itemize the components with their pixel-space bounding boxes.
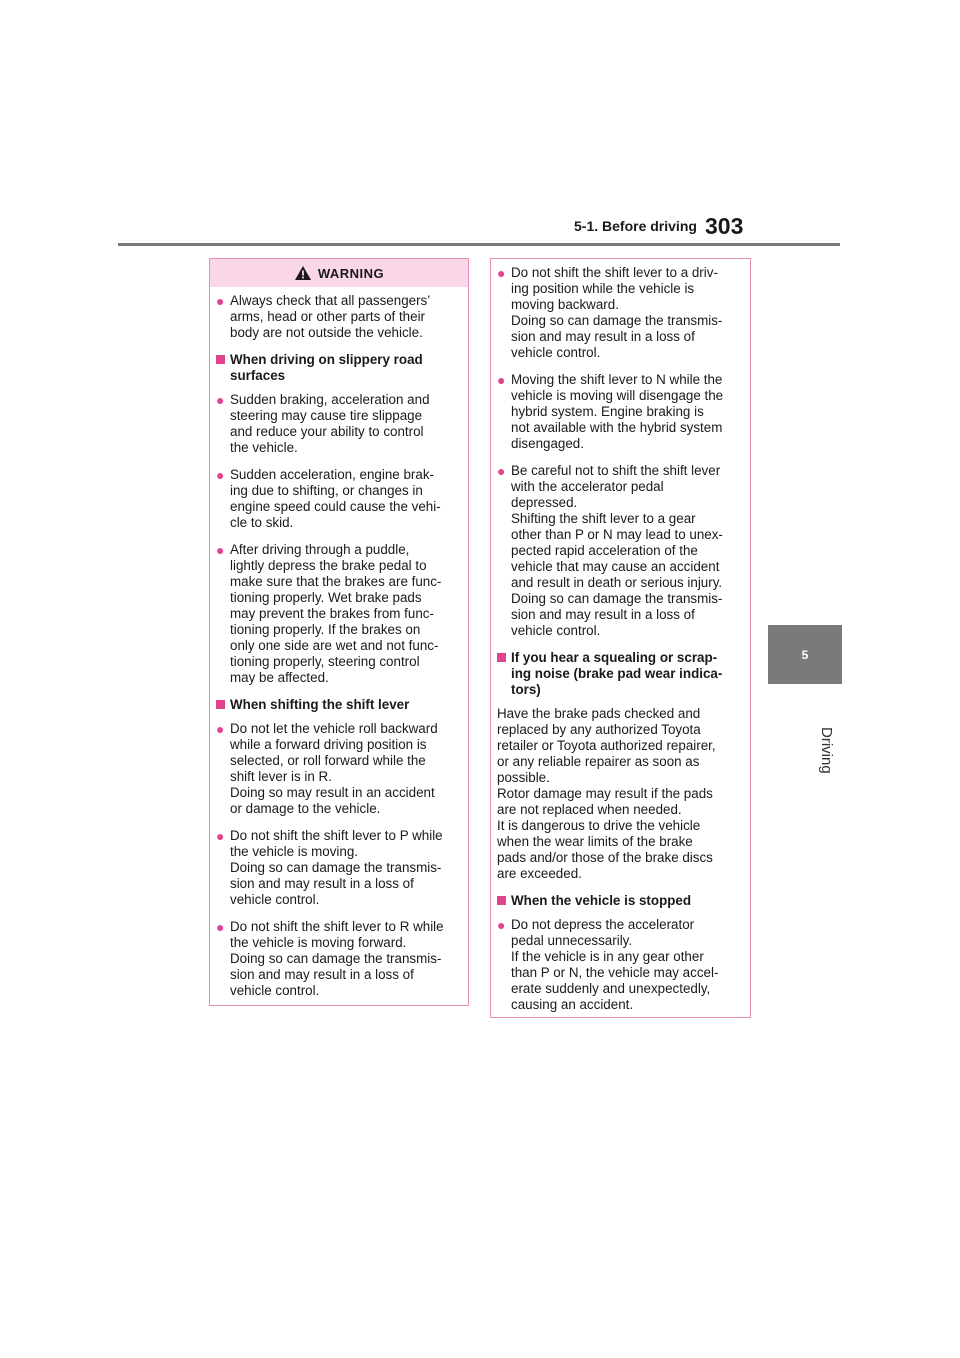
bullet-text: Do not shift the shift lever to P while the vehicle is moving. Doing so can damage the transmis- sion and may result in a loss of vehicle control. [230, 828, 443, 907]
bullet-text: Sudden acceleration, engine brak- ing due to shifting, or changes in engine speed could cause the vehi- cle to skid. [230, 467, 441, 530]
bullet-item [216, 467, 462, 531]
bullet-item [497, 372, 744, 452]
chapter-number: 5 [801, 647, 809, 662]
circle-bullet-icon: ● [497, 372, 506, 388]
section-title: 5-1. Before driving [574, 218, 697, 234]
warning-title: WARNING [317, 265, 385, 281]
chapter-label: Driving [818, 726, 835, 774]
bullet-item [497, 917, 744, 1013]
circle-bullet-icon: ● [216, 828, 225, 844]
square-bullet-icon [216, 697, 230, 713]
bullet-text: Sudden braking, acceleration and steering may cause tire slippage and reduce your ability to control the vehicle. [230, 392, 430, 455]
subheading [216, 697, 462, 713]
bullet-item [216, 721, 462, 817]
square-bullet-icon [497, 893, 511, 909]
bullet-item [216, 293, 462, 341]
warning-header [210, 259, 468, 287]
bullet-item [216, 828, 462, 908]
warning-panel-left [209, 258, 469, 1006]
circle-bullet-icon: ● [216, 919, 225, 935]
square-bullet-icon [497, 650, 511, 698]
circle-bullet-icon: ● [216, 392, 225, 408]
bullet-text: Do not let the vehicle roll backward while a forward driving position is selected, or roll forward while the shift lever is in R. Doing so may result in an accident or damage to the vehicle. [230, 721, 438, 816]
subheading-text: When the vehicle is stopped [511, 893, 692, 908]
subheading-text: When driving on slippery road surfaces [230, 352, 423, 383]
bullet-item [216, 919, 462, 999]
bullet-text: Do not shift the shift lever to a driv- ing position while the vehicle is moving backward. Doing so can damage the transmis- sion and may result in a loss of vehicle control. [511, 265, 723, 360]
subheading-text: When shifting the shift lever [230, 697, 410, 712]
bullet-text: Moving the shift lever to N while the vehicle is moving will disengage the hybrid system. Engine braking is not available with the hybrid system disengaged. [511, 372, 724, 451]
circle-bullet-icon: ● [216, 467, 225, 483]
bullet-text: Do not shift the shift lever to R while the vehicle is moving forward. Doing so can damage the transmis- sion and may result in a loss of vehicle control. [230, 919, 444, 998]
circle-bullet-icon: ● [216, 293, 225, 309]
bullet-text: Be careful not to shift the shift lever with the accelerator pedal depressed. Shifting the shift lever to a gear other than P or N may lead to unex- pected rapid acceleration of the vehicle that may cause an accident and result in death or serious injury. Doing so can damage the transmis- sion and may result in a loss of vehicle control. [511, 463, 723, 638]
bullet-text: Always check that all passengers’ arms, head or other parts of their body are not outside the vehicle. [230, 293, 431, 340]
circle-bullet-icon: ● [216, 721, 225, 737]
bullet-item [497, 463, 744, 639]
circle-bullet-icon: ● [216, 542, 225, 558]
subheading [497, 650, 744, 698]
subheading [216, 352, 462, 384]
circle-bullet-icon: ● [497, 917, 506, 933]
circle-bullet-icon: ● [497, 265, 506, 281]
subheading-text: If you hear a squealing or scrap- ing noise (brake pad wear indica- tors) [511, 650, 723, 697]
bullet-item [216, 392, 462, 456]
warning-triangle-icon [294, 265, 312, 281]
bullet-item [216, 542, 462, 686]
header-rule [118, 243, 840, 246]
warning-body-left [210, 287, 468, 999]
bullet-text: After driving through a puddle, lightly depress the brake pedal to make sure that the brakes are func- tioning properly. Wet brake pads may prevent the brakes from func- tioning properly. If the brakes on only one side are wet and not func- tioning properly, steering control may be affected. [230, 542, 442, 685]
paragraph: Have the brake pads checked and replaced by any authorized Toyota retailer or Toyota authorized repairer, or any reliable repairer as soon as possible. Rotor damage may result if the pads are not replaced when needed. It is dangerous to drive the vehicle when the wear limits of the brake pads and/or those of the brake discs are exceeded. [497, 706, 716, 881]
subheading [497, 893, 744, 909]
warning-body-right [491, 259, 750, 1013]
circle-bullet-icon: ● [497, 463, 506, 479]
chapter-tab [768, 625, 842, 684]
bullet-item [497, 265, 744, 361]
warning-panel-right [490, 258, 751, 1018]
bullet-text: Do not depress the accelerator pedal unnecessarily. If the vehicle is in any gear other than P or N, the vehicle may accel- erate suddenly and unexpectedly, causing an accident. [511, 917, 719, 1012]
square-bullet-icon [216, 352, 230, 384]
page-number: 303 [705, 213, 744, 239]
